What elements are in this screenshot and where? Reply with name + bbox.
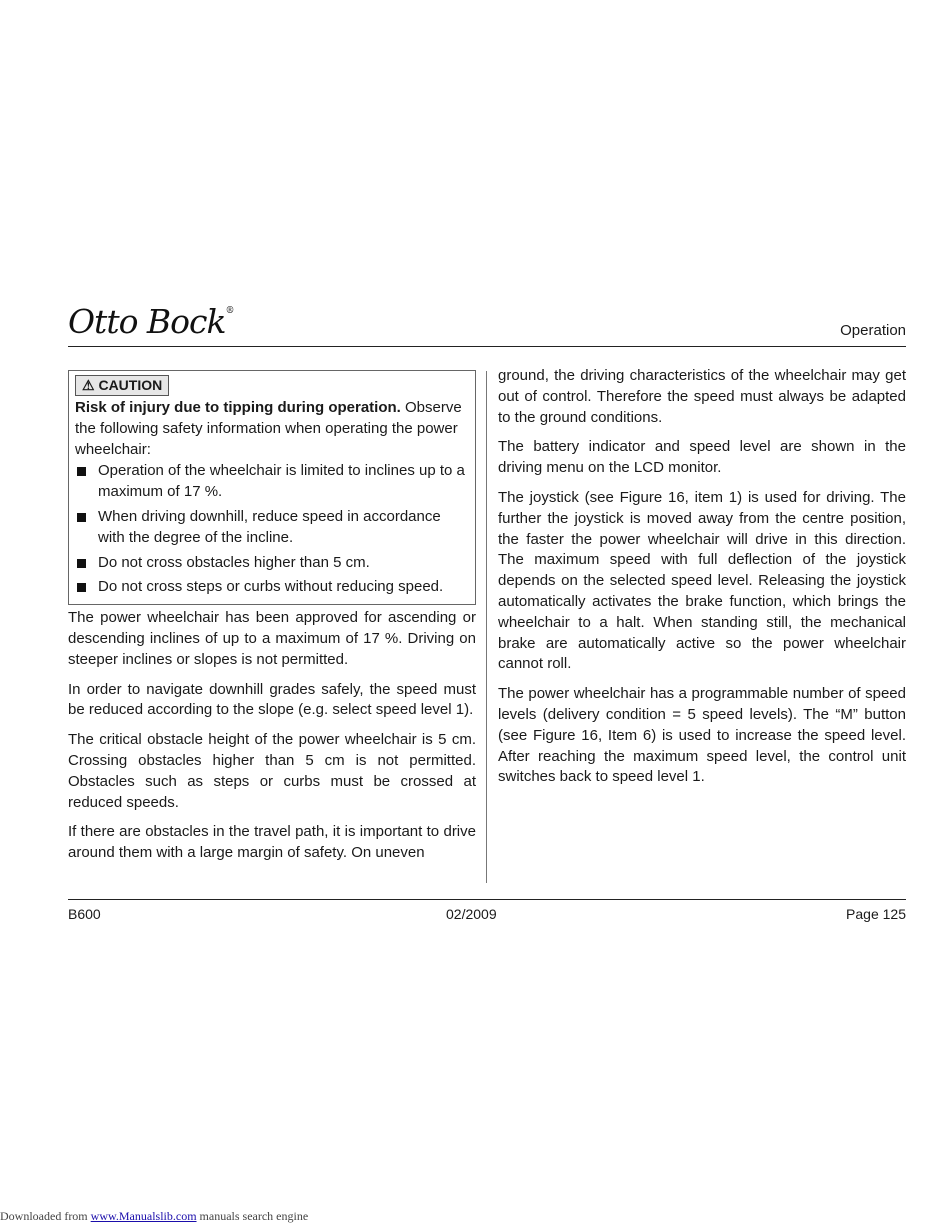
caution-lead-bold: Risk of injury due to tipping during operation. (75, 399, 401, 416)
footer-rule (68, 899, 906, 900)
download-prefix: Downloaded from (0, 1209, 91, 1223)
header-rule (68, 346, 906, 347)
logo-text: Otto Bock (68, 302, 226, 341)
caution-item: Operation of the wheelchair is limited to inclines up to a maximum of 17 %. (75, 461, 469, 503)
footer-date: 02/2009 (446, 906, 497, 922)
caution-item: Do not cross obstacles higher than 5 cm. (75, 553, 469, 574)
caution-label-text: CAUTION (98, 377, 163, 393)
caution-list (75, 461, 469, 598)
footer-page-number: Page 125 (846, 906, 906, 922)
caution-label (75, 375, 169, 396)
caution-box (68, 370, 476, 605)
warning-triangle-icon: ⚠ (82, 377, 95, 393)
body-paragraph: The power wheelchair has been approved for ascending or descending inclines of up to a maximum of 17 %. Driving on steeper inclines or slopes is not permitted. (68, 609, 476, 668)
download-notice (0, 1209, 308, 1224)
caution-item: Do not cross steps or curbs without reducing speed. (75, 577, 469, 598)
body-paragraph: ground, the driving characteristics of the wheelchair may get out of control. Therefore the speed must always be adapted to the ground conditions. (498, 367, 906, 426)
right-column (498, 366, 906, 797)
otto-bock-logo (68, 302, 234, 341)
left-column (68, 370, 476, 873)
body-paragraph: The joystick (see Figure 16, item 1) is used for driving. The further the joystick is moved away from the centre position, the faster the power wheelchair will drive in this direction. The maximum speed with full deflection of the joystick depends on the selected speed level. Releasing the joystick automatically activates the brake function, which brings the wheelchair to a halt. When standing still, the mechanical brake are automatically active so the power wheelchair cannot roll. (498, 488, 906, 673)
registered-mark: ® (225, 306, 234, 316)
footer-model: B600 (68, 906, 101, 922)
download-suffix: manuals search engine (196, 1209, 309, 1223)
section-title: Operation (840, 322, 906, 339)
caution-item: When driving downhill, reduce speed in accordance with the degree of the incline. (75, 507, 469, 549)
caution-lead (75, 398, 469, 460)
body-paragraph: The power wheelchair has a programmable number of speed levels (delivery condition = 5 speed levels). The “M” button (see Figure 16, Item 6) is used to increase the speed level. After reaching the maximum speed level, the control unit switches back to speed level 1. (498, 685, 906, 786)
manualslib-link[interactable]: www.Manualslib.com (90, 1209, 197, 1223)
column-divider (486, 371, 487, 883)
body-paragraph: The critical obstacle height of the power wheelchair is 5 cm. Crossing obstacles higher than 5 cm is not permitted. Obstacles such as steps or curbs must be crossed at reduced speeds. (68, 731, 476, 811)
body-paragraph: The battery indicator and speed level are shown in the driving menu on the LCD monitor. (498, 438, 906, 477)
caution-lead-rest: Observe the following safety information when operating the power wheelchair: (75, 399, 462, 458)
body-paragraph: In order to navigate downhill grades safely, the speed must be reduced according to the slope (e.g. select speed level 1). (68, 680, 476, 719)
body-paragraph: If there are obstacles in the travel path, it is important to drive around them with a large margin of safety. On uneven (68, 823, 476, 862)
